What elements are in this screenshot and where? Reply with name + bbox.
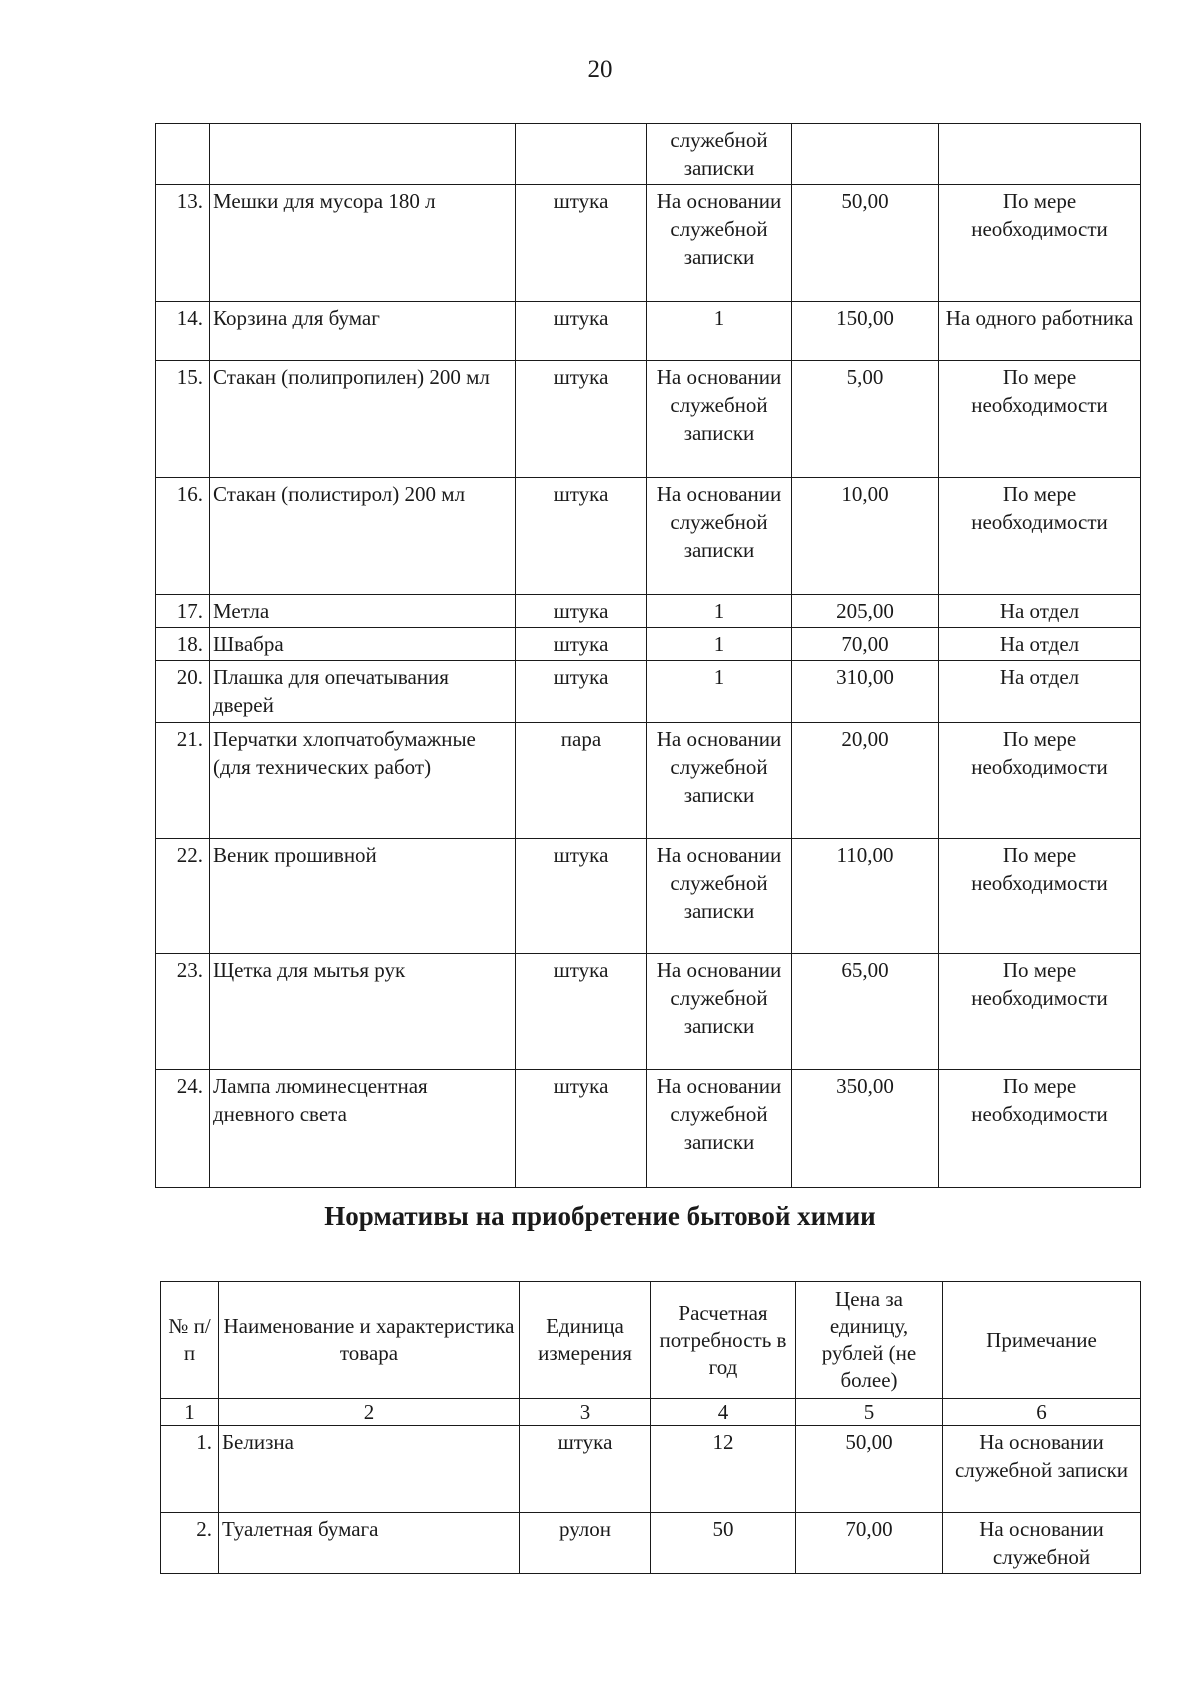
table-row bbox=[156, 185, 1141, 302]
table-row bbox=[156, 954, 1141, 1070]
item-unit: штука bbox=[520, 1426, 651, 1513]
row-number: 21. bbox=[156, 723, 210, 839]
item-name: Лампа люминесцентная дневного света bbox=[210, 1070, 516, 1188]
item-note: По мере необходимости bbox=[939, 361, 1141, 478]
row-number: 22. bbox=[156, 839, 210, 954]
row-number: 17. bbox=[156, 595, 210, 628]
item-name: Плашка для опечатывания дверей bbox=[210, 661, 516, 723]
item-unit: штука bbox=[516, 302, 647, 361]
supplies-table-continued bbox=[155, 123, 1141, 1188]
item-price: 150,00 bbox=[792, 302, 939, 361]
item-quantity: 50 bbox=[651, 1513, 796, 1574]
item-quantity: 12 bbox=[651, 1426, 796, 1513]
item-price: 50,00 bbox=[792, 185, 939, 302]
item-note: На основании служебной bbox=[943, 1513, 1141, 1574]
item-name: Стакан (полистирол) 200 мл bbox=[210, 478, 516, 595]
row-number: 20. bbox=[156, 661, 210, 723]
item-name: Мешки для мусора 180 л bbox=[210, 185, 516, 302]
item-name: Стакан (полипропилен) 200 мл bbox=[210, 361, 516, 478]
item-price: 310,00 bbox=[792, 661, 939, 723]
column-number: 1 bbox=[161, 1399, 219, 1426]
item-unit: пара bbox=[516, 723, 647, 839]
item-unit: рулон bbox=[520, 1513, 651, 1574]
item-price: 350,00 bbox=[792, 1070, 939, 1188]
table-row bbox=[156, 302, 1141, 361]
item-price: 5,00 bbox=[792, 361, 939, 478]
item-unit: штука bbox=[516, 1070, 647, 1188]
row-number: 2. bbox=[161, 1513, 219, 1574]
item-price: 65,00 bbox=[792, 954, 939, 1070]
item-note: По мере необходимости bbox=[939, 478, 1141, 595]
item-unit: штука bbox=[516, 595, 647, 628]
item-quantity: На основании служебной записки bbox=[647, 723, 792, 839]
table-row bbox=[161, 1513, 1141, 1574]
row-number: 1. bbox=[161, 1426, 219, 1513]
household-chemicals-table bbox=[160, 1281, 1141, 1574]
header-number: № п/п bbox=[161, 1282, 219, 1399]
row-number: 14. bbox=[156, 302, 210, 361]
item-note: По мере необходимости bbox=[939, 839, 1141, 954]
page-number: 20 bbox=[587, 56, 613, 83]
item-name: Корзина для бумаг bbox=[210, 302, 516, 361]
item-quantity: На основании служебной записки bbox=[647, 361, 792, 478]
row-number bbox=[156, 124, 210, 185]
header-unit: Единица измерения bbox=[520, 1282, 651, 1399]
header-quantity: Расчетная потребность в год bbox=[651, 1282, 796, 1399]
item-note: На основании служебной записки bbox=[943, 1426, 1141, 1513]
item-note: На одного работника bbox=[939, 302, 1141, 361]
item-quantity: 1 bbox=[647, 595, 792, 628]
item-name: Белизна bbox=[219, 1426, 520, 1513]
item-quantity: На основании служебной записки bbox=[647, 185, 792, 302]
item-quantity: На основании служебной записки bbox=[647, 478, 792, 595]
column-number: 2 bbox=[219, 1399, 520, 1426]
header-price: Цена за единицу, рублей (не более) bbox=[796, 1282, 943, 1399]
table-row bbox=[156, 661, 1141, 723]
item-quantity: 1 bbox=[647, 302, 792, 361]
row-number: 15. bbox=[156, 361, 210, 478]
column-number: 3 bbox=[520, 1399, 651, 1426]
item-price: 110,00 bbox=[792, 839, 939, 954]
item-name: Метла bbox=[210, 595, 516, 628]
item-name: Щетка для мытья рук bbox=[210, 954, 516, 1070]
item-unit: штука bbox=[516, 628, 647, 661]
item-note: По мере необходимости bbox=[939, 1070, 1141, 1188]
table-header-row bbox=[161, 1282, 1141, 1399]
row-number: 13. bbox=[156, 185, 210, 302]
item-quantity: На основании служебной записки bbox=[647, 954, 792, 1070]
table-row bbox=[156, 478, 1141, 595]
item-price: 70,00 bbox=[796, 1513, 943, 1574]
item-name: Туалетная бумага bbox=[219, 1513, 520, 1574]
item-quantity: 1 bbox=[647, 628, 792, 661]
row-number: 24. bbox=[156, 1070, 210, 1188]
item-name bbox=[210, 124, 516, 185]
row-number: 16. bbox=[156, 478, 210, 595]
item-note: На отдел bbox=[939, 661, 1141, 723]
table-row bbox=[156, 595, 1141, 628]
column-number: 6 bbox=[943, 1399, 1141, 1426]
item-note: По мере необходимости bbox=[939, 723, 1141, 839]
column-number-row bbox=[161, 1399, 1141, 1426]
column-number: 4 bbox=[651, 1399, 796, 1426]
item-quantity: На основании служебной записки bbox=[647, 839, 792, 954]
table-row bbox=[156, 361, 1141, 478]
table-row bbox=[156, 723, 1141, 839]
item-unit: штука bbox=[516, 954, 647, 1070]
item-name: Швабра bbox=[210, 628, 516, 661]
item-note: По мере необходимости bbox=[939, 954, 1141, 1070]
table-row bbox=[156, 124, 1141, 185]
item-unit: штука bbox=[516, 361, 647, 478]
item-name: Перчатки хлопчатобумажные (для технических работ) bbox=[210, 723, 516, 839]
item-unit: штука bbox=[516, 661, 647, 723]
item-price: 20,00 bbox=[792, 723, 939, 839]
item-quantity: служебной записки bbox=[647, 124, 792, 185]
row-number: 23. bbox=[156, 954, 210, 1070]
item-price bbox=[792, 124, 939, 185]
row-number: 18. bbox=[156, 628, 210, 661]
header-name: Наименование и характеристика товара bbox=[219, 1282, 520, 1399]
item-price: 70,00 bbox=[792, 628, 939, 661]
column-number: 5 bbox=[796, 1399, 943, 1426]
item-unit: штука bbox=[516, 185, 647, 302]
item-note: По мере необходимости bbox=[939, 185, 1141, 302]
item-name: Веник прошивной bbox=[210, 839, 516, 954]
table-row bbox=[156, 839, 1141, 954]
item-unit bbox=[516, 124, 647, 185]
item-quantity: 1 bbox=[647, 661, 792, 723]
item-quantity: На основании служебной записки bbox=[647, 1070, 792, 1188]
item-price: 10,00 bbox=[792, 478, 939, 595]
item-unit: штука bbox=[516, 478, 647, 595]
table-row bbox=[161, 1426, 1141, 1513]
table-row bbox=[156, 1070, 1141, 1188]
section-title: Нормативы на приобретение бытовой химии bbox=[324, 1201, 876, 1231]
item-price: 205,00 bbox=[792, 595, 939, 628]
item-note bbox=[939, 124, 1141, 185]
item-note: На отдел bbox=[939, 595, 1141, 628]
item-note: На отдел bbox=[939, 628, 1141, 661]
header-note: Примечание bbox=[943, 1282, 1141, 1399]
item-unit: штука bbox=[516, 839, 647, 954]
item-price: 50,00 bbox=[796, 1426, 943, 1513]
table-row bbox=[156, 628, 1141, 661]
